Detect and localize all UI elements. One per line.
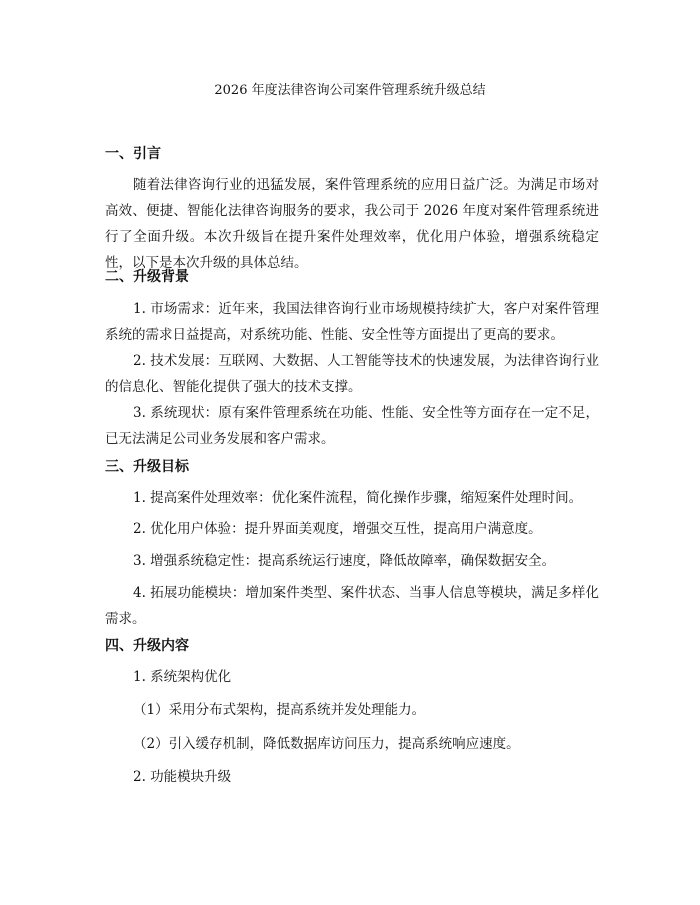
content-subitem-distributed: （1）采用分布式架构，提高系统并发处理能力。 xyxy=(133,702,426,718)
section-heading-intro: 一、引言 xyxy=(105,146,161,162)
goal-item-ux: 2. 优化用户体验：提升界面美观度，增强交互性，提高用户满意度。 xyxy=(133,521,542,537)
background-item-tech: 2. 技术发展：互联网、大数据、人工智能等技术的快速发展，为法律咨询行业的信息化、智能化提供了强大的技术支撑。 xyxy=(105,353,599,395)
background-item-status: 3. 系统现状：原有案件管理系统在功能、性能、安全性等方面存在一定不足，已无法满足公司业务发展和客户需求。 xyxy=(105,405,599,447)
content-item-architecture: 1. 系统架构优化 xyxy=(133,669,232,685)
section-heading-goals: 三、升级目标 xyxy=(105,459,189,475)
intro-paragraph: 随着法律咨询行业的迅猛发展，案件管理系统的应用日益广泛。为满足市场对高效、便捷、智能化法律咨询服务的要求，我公司于 2026 年度对案件管理系统进行了全面升级。本次升级旨在提升案件处理效率，优化用户体验，增强系统稳定性，以下是本次升级的具体总结。 xyxy=(105,177,599,271)
content-subitem-cache: （2）引入缓存机制，降低数据库访问压力，提高系统响应速度。 xyxy=(133,736,520,752)
section-heading-background: 二、升级背景 xyxy=(105,269,189,285)
content-item-modules: 2. 功能模块升级 xyxy=(133,769,232,785)
goal-item-stability: 3. 增强系统稳定性：提高系统运行速度，降低故障率，确保数据安全。 xyxy=(133,553,556,569)
section-heading-content: 四、升级内容 xyxy=(105,638,189,654)
background-item-market: 1. 市场需求：近年来，我国法律咨询行业市场规模持续扩大，客户对案件管理系统的需求日益提高，对系统功能、性能、安全性等方面提出了更高的要求。 xyxy=(105,301,599,343)
document-title: 2026 年度法律咨询公司案件管理系统升级总结 xyxy=(214,83,486,98)
goal-item-efficiency: 1. 提高案件处理效率：优化案件流程，简化操作步骤，缩短案件处理时间。 xyxy=(133,490,583,506)
goal-item-modules: 4. 拓展功能模块：增加案件类型、案件状态、当事人信息等模块，满足多样化需求。 xyxy=(105,585,599,627)
